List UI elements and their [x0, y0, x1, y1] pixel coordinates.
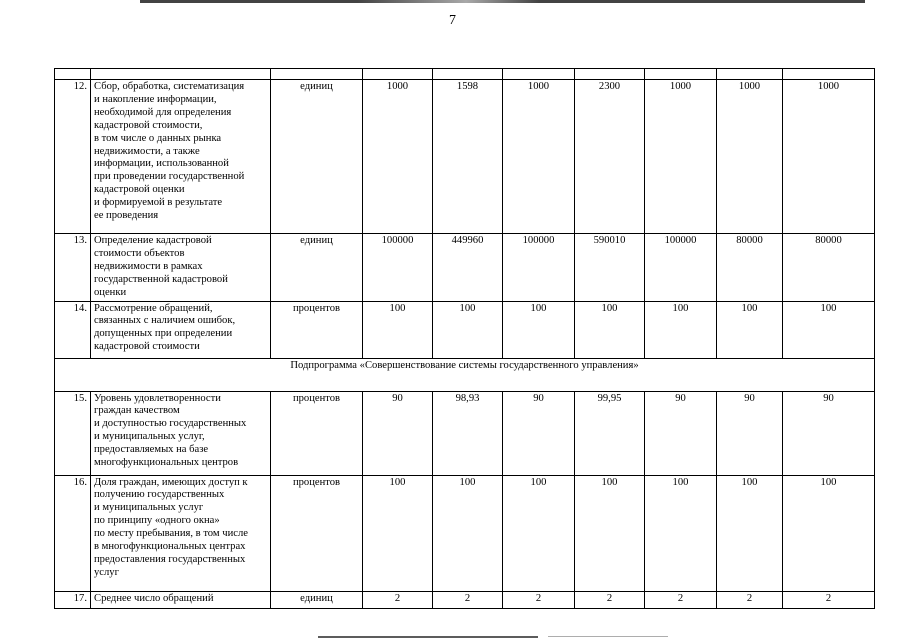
value-cell: 100 [717, 301, 783, 358]
value-cell: 100 [433, 301, 503, 358]
unit-cell: процентов [271, 301, 363, 358]
value-cell: 90 [717, 391, 783, 475]
unit-cell: процентов [271, 391, 363, 475]
header-strip-cell [717, 69, 783, 80]
value-cell: 100 [783, 301, 875, 358]
table-row [55, 475, 875, 591]
scan-bottom-edge [548, 636, 668, 637]
value-cell: 1598 [433, 80, 503, 234]
value-cell: 90 [363, 391, 433, 475]
header-strip-cell [645, 69, 717, 80]
indicator-name: Сбор, обработка, систематизация и накопление информации, необходимой для определения кадастровой стоимости, в том числе о данных рынка недвижимости, а также информации, использованной при проведении государственной кадастровой оценки и формируемой в результате ее проведения [91, 80, 271, 234]
table-row [55, 80, 875, 234]
indicators-table [54, 68, 875, 609]
indicator-name: Определение кадастровой стоимости объектов недвижимости в рамках государственной кадастровой оценки [91, 234, 271, 302]
value-cell: 2 [363, 591, 433, 608]
value-cell: 100 [363, 301, 433, 358]
value-cell: 80000 [717, 234, 783, 302]
value-cell: 1000 [503, 80, 575, 234]
value-cell: 100 [503, 301, 575, 358]
page-number: 7 [449, 13, 456, 28]
value-cell: 90 [783, 391, 875, 475]
unit-cell: единиц [271, 234, 363, 302]
value-cell: 100000 [503, 234, 575, 302]
value-cell: 449960 [433, 234, 503, 302]
row-number: 17. [55, 591, 91, 608]
value-cell: 98,93 [433, 391, 503, 475]
value-cell: 100 [575, 475, 645, 591]
table-row [55, 301, 875, 358]
value-cell: 100 [363, 475, 433, 591]
value-cell: 100 [575, 301, 645, 358]
unit-cell: процентов [271, 475, 363, 591]
value-cell: 2 [503, 591, 575, 608]
value-cell: 100000 [645, 234, 717, 302]
value-cell: 2 [645, 591, 717, 608]
value-cell: 80000 [783, 234, 875, 302]
row-number: 14. [55, 301, 91, 358]
value-cell: 1000 [363, 80, 433, 234]
value-cell: 100 [717, 475, 783, 591]
row-number: 12. [55, 80, 91, 234]
header-strip-cell [271, 69, 363, 80]
indicator-name: Уровень удовлетворенности граждан качеством и доступностью государственных и муниципальных услуг, предоставляемых на базе многофункциональных центров [91, 391, 271, 475]
value-cell: 100000 [363, 234, 433, 302]
value-cell: 1000 [645, 80, 717, 234]
row-number: 15. [55, 391, 91, 475]
table-row [55, 391, 875, 475]
row-number: 13. [55, 234, 91, 302]
table-row [55, 591, 875, 608]
header-strip-cell [503, 69, 575, 80]
value-cell: 2 [575, 591, 645, 608]
indicator-name: Рассмотрение обращений, связанных с наличием ошибок, допущенных при определении кадастровой стоимости [91, 301, 271, 358]
value-cell: 100 [783, 475, 875, 591]
value-cell: 2300 [575, 80, 645, 234]
subprogram-title: Подпрограмма «Совершенствование системы государственного управления» [55, 358, 875, 391]
header-strip-cell [363, 69, 433, 80]
unit-cell: единиц [271, 591, 363, 608]
header-strip-cell [783, 69, 875, 80]
value-cell: 2 [783, 591, 875, 608]
table-row [55, 234, 875, 302]
subprogram-row [55, 358, 875, 391]
indicator-name: Среднее число обращений [91, 591, 271, 608]
table-body [55, 69, 875, 609]
value-cell: 1000 [783, 80, 875, 234]
value-cell: 100 [503, 475, 575, 591]
value-cell: 1000 [717, 80, 783, 234]
value-cell: 90 [645, 391, 717, 475]
value-cell: 99,95 [575, 391, 645, 475]
table-header-strip [55, 69, 875, 80]
value-cell: 2 [717, 591, 783, 608]
header-strip-cell [575, 69, 645, 80]
indicator-name: Доля граждан, имеющих доступ к получению государственных и муниципальных услуг по принципу «одного окна» по месту пребывания, в том числе в многофункциональных центрах предоставления государственных услуг [91, 475, 271, 591]
header-strip-cell [55, 69, 91, 80]
value-cell: 100 [645, 475, 717, 591]
unit-cell: единиц [271, 80, 363, 234]
scan-bottom-edge [318, 636, 538, 638]
value-cell: 100 [645, 301, 717, 358]
value-cell: 2 [433, 591, 503, 608]
header-strip-cell [433, 69, 503, 80]
row-number: 16. [55, 475, 91, 591]
value-cell: 90 [503, 391, 575, 475]
value-cell: 100 [433, 475, 503, 591]
value-cell: 590010 [575, 234, 645, 302]
scan-top-edge [140, 0, 865, 3]
header-strip-cell [91, 69, 271, 80]
